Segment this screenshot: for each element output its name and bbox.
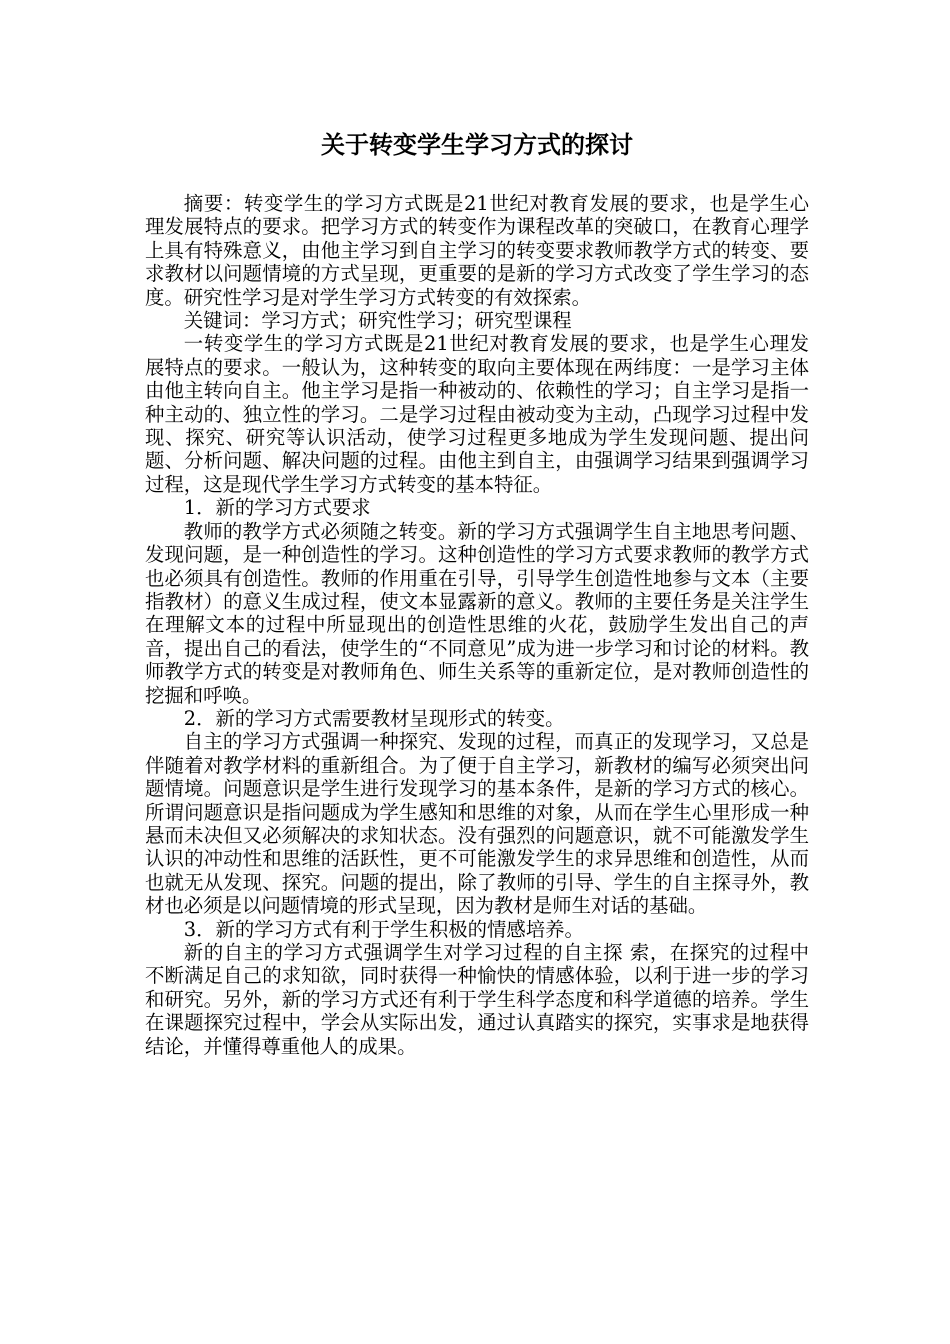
- intro-paragraph: 一转变学生的学习方式既是21世纪对教育发展的要求，也是学生心理发展特点的要求。一般认为，这种转变的取向主要体现在两纬度：一是学习主体由他主转向自主。他主学习是指一种被动的、依赖性的学习；自主学习是指一种主动的、独立性的学习。二是学习过程由被动变为主动，凸现学习过程中发现、探究、研究等认识活动，使学习过程更多地成为学生发现问题、提出问题、分析问题、解决问题的过程。由他主到自主，由强调学习结果到强调学习过程，这是现代学生学习方式转变的基本特征。: [145, 332, 809, 496]
- section-2-paragraph: 自主的学习方式强调一种探究、发现的过程，而真正的发现学习，又总是伴随着对教学材料的重新组合。为了便于自主学习，新教材的编写必须突出问题情境。问题意识是学生进行发现学习的基本条件，是新的学习方式的核心。所谓问题意识是指问题成为学生感知和思维的对象，从而在学生心里形成一种悬而未决但又必须解决的求知状态。没有强烈的问题意识，就不可能激发学生认识的冲动性和思维的活跃性，更不可能激发学生的求异思维和创造性，从而也就无从发现、探究。问题的提出，除了教师的引导、学生的自主探寻外，教材也必须是以问题情境的形式呈现，因为教材是师生对话的基础。: [145, 730, 809, 918]
- section-3-paragraph: 新的自主的学习方式强调学生对学习过程的自主探 索，在探究的过程中不断满足自己的求知欲，同时获得一种愉快的情感体验，以利于进一步的学习和研究。另外，新的学习方式还有利于学生科学态度和科学道德的培养。学生在课题探究过程中，学会从实际出发，通过认真踏实的探究，实事求是地获得结论，并懂得尊重他人的成果。: [145, 941, 809, 1058]
- section-heading-1: 1．新的学习方式要求: [183, 496, 371, 520]
- section-1-paragraph: 教师的教学方式必须随之转变。新的学习方式强调学生自主地思考问题、发现问题，是一种创造性的学习。这种创造性的学习方式要求教师的教学方式也必须具有创造性。教师的作用重在引导，引导学生创造性地参与文本（主要指教材）的意义生成过程，使文本显露新的意义。教师的主要任务是关注学生在理解文本的过程中所显现出的创造性思维的火花，鼓励学生发出自己的声音，提出自己的看法，使学生的“不同意见”成为进一步学习和讨论的材料。教师教学方式的转变是对教师角色、师生关系等的重新定位，是对教师创造性的挖掘和呼唤。: [145, 519, 809, 707]
- document-page: [145, 128, 809, 1058]
- abstract-paragraph: 摘要：转变学生的学习方式既是21世纪对教育发展的要求，也是学生心理发展特点的要求。把学习方式的转变作为课程改革的突破口，在教育心理学上具有特殊意义，由他主学习到自主学习的转变要求教师教学方式的转变、要求教材以问题情境的方式呈现，更重要的是新的学习方式改变了学生学习的态度。研究性学习是对学生学习方式转变的有效探索。: [145, 192, 809, 309]
- section-heading-3: 3．新的学习方式有利于学生积极的情感培养。: [183, 917, 584, 941]
- keywords-paragraph: 关键词：学习方式；研究性学习；研究型课程: [183, 309, 572, 333]
- document-title: 关于转变学生学习方式的探讨: [321, 130, 633, 159]
- section-heading-2: 2．新的学习方式需要教材呈现形式的转变。: [183, 706, 565, 730]
